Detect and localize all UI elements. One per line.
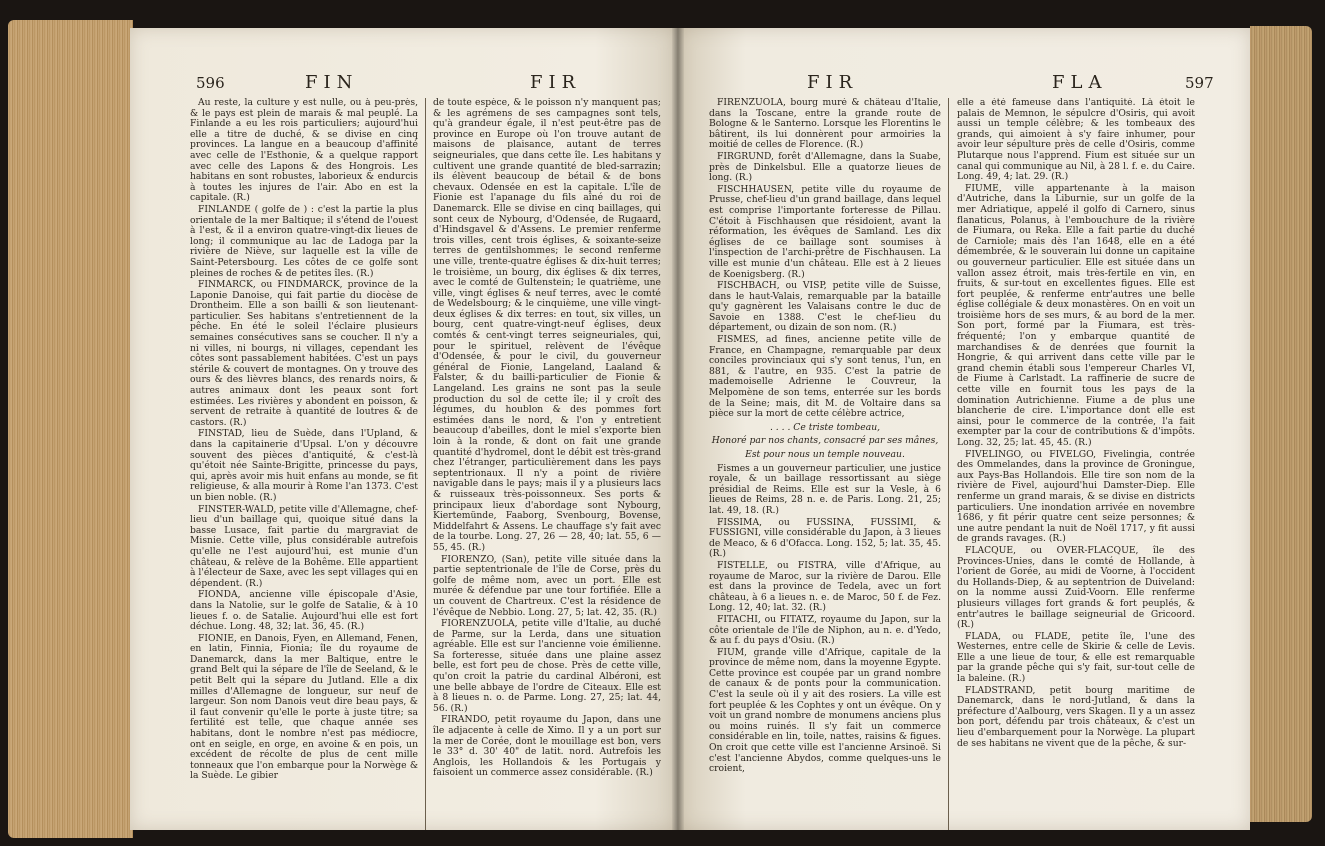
entry: FIRGRUND, forêt d'Allemagne, dans la Suabe, près de Dinkelsbul. Elle a quatorze lieues de long. (R.) [709, 150, 941, 184]
entry: FLADA, ou FLADE, petite île, l'une des Westernes, entre celle de Skirie & celle de Levis. Elle a une lieue de tour, & elle est remarquable par la grande pêche qui s'y fait, sur-tout celle de la baleine. (R.) [957, 630, 1195, 685]
entry: FINLANDE ( golfe de ) : c'est la partie la plus orientale de la mer Baltique; il s'étend de l'ouest à l'est, & il a environ quatre-vingt-dix lieues de long; il communique au lac de Ladoga par la rivière de Niève, sur laquelle est la ville de Saint-Petersbourg. Les côtes de ce golfe sont pleines de roches & de petites îles. (R.) [190, 203, 418, 279]
entry: FISCHBACH, ou VISP, petite ville de Suisse, dans le haut-Valais, remarquable par la bataille qu'y gagnèrent les Valaisans contre le duc de Savoie en 1388. C'est le chef-lieu du département, ou dizain de son nom. (R.) [709, 280, 941, 334]
right-column-2 [957, 98, 1195, 830]
entry: FIORENZUOLA, petite ville d'Italie, au duché de Parme, sur la Lerda, dans une situation agréable. Elle est sur l'ancienne voie émilienne. Sa forteresse, située dans une plaine assez belle, est fort peu de chose. Près de cette ville, qu'on croit la patrie du cardinal Albéroni, est une belle abbaye de l'ordre de Citeaux. Elle est à 8 lieues n. o. de Parme. Long. 27, 25; lat. 44, 56. (R.) [433, 618, 661, 714]
entry: FIUM, grande ville d'Afrique, capitale de la province de même nom, dans la moyenne Egypte. Cette province est coupée par un grand nombre de canaux & de ponts pour la communication. C'est la seule où il y ait des rosiers. La ville est fort peuplée & les Cophtes y ont un évêque. On y voit un grand nombre de monumens anciens plus ou moins ruinés. Il s'y fait un commerce considérable en lin, toile, nattes, raisins & figues. On croit que cette ville est l'ancienne Arsinoë. Si c'est l'ancienne Abydos, comme quelques-uns le croient, [709, 646, 941, 775]
entry: FLACQUE, ou OVER-FLACQUE, île des Provinces-Unies, dans le comté de Hollande, à l'orient de Gorée, au midi de Voorne, à l'occident du Hollands-Diep, & au septentrion de Duiveland: on la nomme aussi Zuid-Voorn. Elle renferme plusieurs villages fort grands & fort peuplés, & entr'autres le baillage seigneurial de Gricoord. (R.) [957, 544, 1195, 631]
left-header-1: FIN [305, 72, 359, 93]
right-page-number: 597 [1185, 74, 1214, 92]
entry: FISMES, ad fines, ancienne petite ville de France, en Champagne, remarquable par deux conciles provinciaux qui s'y sont tenus, l'un, en 881, & l'autre, en 935. C'est la patrie de mademoiselle Adrienne le Couvreur, la Melpomène de son tems, enterrée sur les bords de la Seine; mais, dit M. de Voltaire dans sa pièce sur la mort de cette célèbre actrice, [709, 334, 941, 420]
right-header-1: FIR [807, 72, 859, 93]
entry: FIVELINGO, ou FIVELGO, Fivelingia, contrée des Ommelandes, dans la province de Groningue, aux Pays-Bas Hollandois. Elle tire son nom de la rivière de Fivel, aujourd'hui Damster-Diep. Elle renferme un grand marais, & se divise en districts particuliers. Une inondation arrivée en novembre 1686, y fit périr quatre cent seize personnes; & une autre pendant la nuit de Noël 1717, y fit aussi de grands ravages. (R.) [957, 448, 1195, 545]
verse-line: Est pour nous un temple nouveau. [745, 449, 905, 460]
left-page [130, 28, 677, 830]
entry: FISTELLE, ou FISTRA, ville d'Afrique, au royaume de Maroc, sur la rivière de Darou. Elle est dans la province de Tedela, avec un fort château, à 6 a lieues n. e. de Maroc, 50 f. de Fez. Long. 12, 40; lat. 32. (R.) [709, 559, 941, 614]
book-gutter [672, 28, 684, 830]
column-rule [425, 98, 426, 830]
entry: Fismes a un gouverneur particulier, une justice royale, & un baillage ressortissant au siège présidial de Reims. Elle est sur la Vesle, à 6 lieues de Reims, 28 n. e. de Paris. Long. 21, 25; lat. 49, 18. (R.) [709, 462, 941, 516]
right-header-2: FLA [1052, 72, 1108, 93]
entry: FINMARCK, ou FINDMARCK, province de la Laponie Danoise, qui fait partie du diocèse de Drontheim. Elle a son bailli & son lieutenant-particulier. Ses habitans s'entretiennent de la pêche. En été le soleil l'éclaire plusieurs semaines consécutives sans se coucher. Il n'y a ni villes, ni bourgs, ni villages, cependant les côtes sont passablement habitées. C'est un pays stérile & couvert de montagnes. On y trouve des ours & des lièvres blancs, des renards noirs, & autres animaux dont les peaux sont fort estimées. Les rivières y abondent en poisson, & servent de retraite à quantité de loutres & de castors. (R.) [190, 279, 418, 428]
entry: FINSTER-WALD, petite ville d'Allemagne, chef-lieu d'un baillage qui, quoique situé dans la basse Lusace, fait partie du margraviat de Misnie. Cette ville, plus considérable autrefois qu'elle ne l'est aujourd'hui, est munie d'un château, & relève de la Bohême. Elle appartient à l'électeur de Saxe, avec les sept villages qui en dépendent. (R.) [190, 503, 418, 589]
entry: FIRENZUOLA, bourg muré & château d'Italie, dans la Toscane, entre la grande route de Bologne & le Santerno. Lorsque les Florentins le bâtirent, ils lui donnèrent pour armoiries la moitié de celles de Florence. (R.) [709, 98, 941, 151]
column-rule [948, 98, 949, 830]
entry: FIUME, ville appartenante à la maison d'Autriche, dans la Liburnie, sur un golfe de la mer Adriatique, appelé il golfo di Carnero, sinus flanaticus, Polanus, à l'embouchure de la rivière de Fiumara, ou Reka. Elle a fait partie du duché de Carniole; mais dès l'an 1648, elle en a été démembrée, & le souverain lui donne un capitaine ou gouverneur particulier. Elle est située dans un vallon assez étroit, mais très-fertile en vin, en fruits, & sur-tout en excellentes figues. Elle est fort peuplée, & renferme entr'autres une belle église collégiale & deux monastères. On en voit un troisième hors de ses murs, & au bord de la mer. Son port, formé par la Fiumara, est très-fréquenté; l'on y embarque quantité de marchandises & de denrées que fournit la Hongrie, & qui arrivent dans cette ville par le grand chemin établi sous l'empereur Charles VI, de Fiume à Carlstadt. La raffinerie de sucre de cette ville en fournit tous les pays de la domination Autrichienne. Fiume a de plus une blancherie de cire. L'importance dont elle est ainsi, pour le commerce de la contrée, l'a fait exempter par la cour de contributions & d'impôts. Long. 32, 25; lat. 45, 45. (R.) [957, 182, 1195, 448]
entry: FIONDA, ancienne ville épiscopale d'Asie, dans la Natolie, sur le golfe de Satalie, & à 10 lieues f. o. de Satalie. Aujourd'hui elle est fort déchue. Long. 48, 32; lat. 36, 45. (R.) [190, 589, 418, 633]
entry: elle a été fameuse dans l'antiquité. Là étoit le palais de Memnon, le sépulcre d'Osiris, qui avoit aussi un temple célèbre; & les tombeaux des grands, qui aimoient à s'y faire inhumer, pour avoir leur sépulture près de celle d'Osiris, comme Plutarque nous l'apprend. Fium est située sur un canal qui communique au Nil, à 28 l. f. e. du Caire. Long. 49, 4; lat. 29. (R.) [957, 98, 1195, 183]
entry: FLADSTRAND, petit bourg maritime de Danemarck, dans le nord-Jutland, & dans la préfecture d'Aalbourg, vers Skagen. Il y a un assez bon port, défendu par trois châteaux, & c'est un lieu d'embarquement pour la Norwège. La plupart de ses habitans ne vivent que de la pêche, & sur- [957, 684, 1195, 749]
verse-line: Honoré par nos chants, consacré par ses mânes, [711, 435, 939, 447]
right-column-1 [709, 98, 941, 830]
left-header-2: FIR [530, 72, 582, 93]
entry: FISCHHAUSEN, petite ville du royaume de Prusse, chef-lieu d'un grand baillage, dans lequel est comprise l'importante forteresse de Pillau. C'étoit à Fischhausen que résidoient, avant la réformation, les évêques de Samland. Les dix églises de ce baillage sont soumises à l'inspection de l'archi-prêtre de Fischhausen. La ville est munie d'un château. Elle est à 2 lieues de Koenigsberg. (R.) [709, 183, 941, 280]
entry: FISSIMA, ou FUSSINA, FUSSIMI, & FUSSIGNI, ville considérable du Japon, à 3 lieues de Meaco, & 6 d'Ofacca. Long. 152, 5; lat. 35, 45. (R.) [709, 516, 941, 560]
verse-line: . . . . Ce triste tombeau, [769, 421, 881, 433]
right-page [677, 28, 1250, 830]
entry: de toute espèce, & le poisson n'y manquent pas; & les agrémens de ses campagnes sont tels, qu'à grandeur égale, il n'est peut-être pas de province en Europe où l'on trouve autant de maisons de plaisance, autant de terres seigneuriales, que dans cette île. Les habitans y cultivent une grande quantité de bled-sarrazin; ils élèvent beaucoup de bétail & de bons chevaux. Odensée en est la capitale. L'île de Fionie est l'apanage du fils aîné du roi de Danemarck. Elle se divise en cinq baillages, qui sont ceux de Nybourg, d'Odensée, de Rugaard, d'Hindsgavel & d'Assens. Le premier renferme trois villes, cent trois églises, & soixante-seize terres de gentilshommes; le second renferme une ville, trente-quatre églises & dix-huit terres; le troisième, un bourg, dix églises & dix terres, avec le comté de Gultenstein; le quatrième, une ville, vingt églises & neuf terres, avec le comté de Wedelsbourg; & le cinquième, une ville vingt-deux églises & dix terres: en tout, six villes, un bourg, cent quatre-vingt-neuf églises, deux comtés & cent-vingt terres seigneuriales, qui, pour le spirituel, relèvent de l'évêque d'Odensée, & pour le civil, du gouverneur général de Fionie, Langeland, Laaland & Falster, & du bailli-particulier de Fionie & Langeland. Les grains ne sont pas la seule production du sol de cette île; il y croît des légumes, du houblon & des pommes fort estimées dans le nord, & l'on y entretient beaucoup d'abeilles, dont le miel s'exporte bien loin à la ronde, & dont on fait une grande quantité d'hydromel, dont le débit est très-grand chez l'étranger, particulièrement dans les pays septentrionaux. Il n'y a point de rivière navigable dans le pays; mais il y a plusieurs lacs & ruisseaux très-poissonneux. Ses ports & principaux lieux d'abordage sont Nybourg, Kiertemünde, Faaborg, Svenbourg, Bovense, Middelfahrt & Assens. Le chauffage s'y fait avec de la tourbe. Long. 27, 26 — 28, 40; lat. 55, 6 — 55, 45. (R.) [433, 98, 661, 553]
entry: FIORENZO, (San), petite ville située dans la partie septentrionale de l'île de Corse, près du golfe de même nom, avec un port. Elle est murée & défendue par une tour fortifiée. Elle a un couvent de Chartreux. C'est la résidence de l'évêque de Nebbio. Long. 27, 5; lat. 42, 35. (R.) [433, 553, 661, 618]
entry: FITACHI, ou FITATZ, royaume du Japon, sur la côte orientale de l'île de Niphon, au n. e. d'Yedo, & au f. du pays d'Osiu. (R.) [709, 613, 941, 647]
left-column-1 [190, 98, 418, 830]
entry: Au reste, la culture y est nulle, ou à peu-près, & le pays est plein de marais & mal peuplé. La Finlande a eu les rois particuliers; aujourd'hui elle a titre de duché, & se divise en cinq provinces. La langue en a beaucoup d'affinité avec celle de l'Esthonie, & a quelque rapport avec celle des Lapons & des Hongrois. Les habitans en sont robustes, laborieux & endurcis à toutes les injures de l'air. Abo en est la capitale. (R.) [190, 98, 418, 204]
right-page-edges [1250, 26, 1312, 822]
entry: FIONIE, en Danois, Fyen, en Allemand, Fenen, en latin, Finnia, Fionia; île du royaume de Danemarck, dans la mer Baltique, entre le grand Belt qui la sépare de l'île de Seeland, & le petit Belt qui la sépare du Jutland. Elle a dix milles d'Allemagne de longueur, sur neuf de largeur. Son nom Danois veut dire beau pays, & il faut convenir qu'elle le porte à juste titre; sa fertilité est telle, que chaque année ses habitans, dont le nombre n'est pas médiocre, ont en seigle, en orge, en avoine & en pois, un excédent de récolte de plus de cent mille tonneaux que l'on embarque pour la Norwège & la Suède. Le gibier [190, 632, 418, 782]
left-page-number: 596 [196, 74, 225, 92]
left-page-edges [8, 20, 133, 838]
entry: FIRANDO, petit royaume du Japon, dans une île adjacente à celle de Ximo. Il y a un port sur la mer de Corée, dont le mouillage est bon, vers le 33° d. 30' 40" de latit. nord. Autrefois les Anglois, les Hollandois & les Portugais y faisoient un commerce assez considérable. (R.) [433, 714, 661, 779]
entry: FINSTAD, lieu de Suède, dans l'Upland, & dans la capitainerie d'Upsal. L'on y découvre souvent des pièces d'antiquité, & c'est-là qu'étoit née Sainte-Brigitte, princesse du pays, qui, après avoir mis huit enfans au monde, se fit religieuse, & alla mourir à Rome l'an 1373. C'est un bien noble. (R.) [190, 428, 418, 503]
left-column-2 [433, 98, 661, 830]
